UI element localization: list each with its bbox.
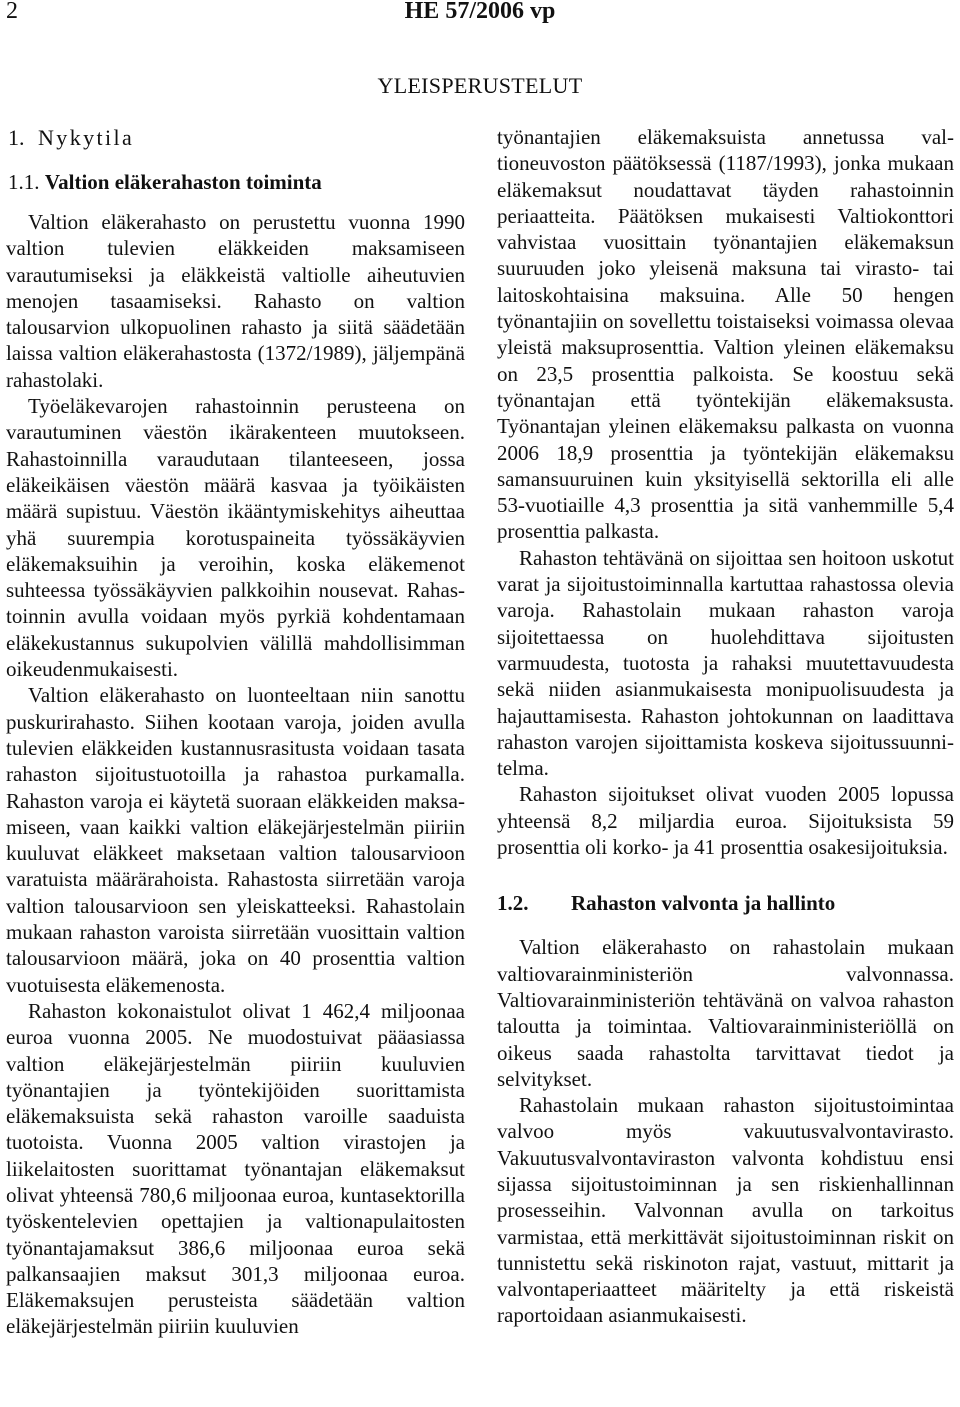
left-column	[6, 122, 465, 1340]
subheading-number: 1.2.	[497, 891, 529, 916]
subheading-valtion-elakerahaston-toiminta	[6, 166, 465, 209]
subheading-text: Rahaston valvonta ja hallinto	[571, 891, 836, 916]
spacer	[497, 860, 954, 890]
right-column	[497, 124, 954, 1329]
document-id: HE 57/2006 vp	[404, 0, 556, 24]
paragraph: Valtion eläkerahasto on perustettu vuonna 1990 valtion tulevien eläkkeiden maksamiseen varautumiseksi ja eläkkeistä valtiolle aiheutuvien menojen tasaamiseksi. Rahasto on valtion talousarvion ulkopuolinen rahasto ja siitä säädetään laissa valtion eläkerahastosta (1372/1989), jäljempänä rahastolaki.	[6, 210, 465, 392]
page-header	[0, 0, 960, 40]
heading-nykytila	[6, 122, 465, 166]
spacer	[497, 916, 954, 934]
paragraph: Työeläkevarojen rahastoinnin perusteena on varautuminen väestön ikärakenteen muutokseen. Rahastoinnilla varaudutaan tilanteeseen, jossa eläkeikäisen väestön määrä kasvaa ja työikäisten määrä supistuu. Väestön ikääntymiskehitys aiheuttaa yhä suurempia korotuspaineita työssäkäyvien eläkemaksuihin ja veroihin, koska eläkemenot suhteessa työssäkäyvien palkkoihin nousevat. Rahastoinnin avulla voidaan myös pyrkiä kohdentamaan eläkekustannus sukupolvien välillä mahdollisimman oikeudenmukaisesti.	[6, 394, 465, 682]
paragraph: Valtion eläkerahasto on luonteeltaan niin sanottu puskurirahasto. Siihen kootaan varoja, joiden avulla tulevien eläkkeiden kustannusrasitusta voidaan tasata rahaston sijoitustuotoilla ja rahastoa purkamalla. Rahaston varoja ei käytetä suoraan eläkkeiden maksamiseen, vaan kaikki valtion eläkejärjestelmän piiriin kuuluvat eläkkeet maksetaan valtion talousarvioon varatuista määrärahoista. Rahastosta siirretään varoja valtion talousarvioon sen yleiskatteeksi. Rahastolain mukaan rahaston varoista siirretään vuosittain valtion talousarvioon määrä, joka on 40 prosenttia valtion vuotuisesta eläkemenosta.	[6, 683, 465, 997]
paragraph: Rahaston kokonaistulot olivat 1 462,4 miljoonaa euroa vuonna 2005. Ne muodostuivat pääasiassa valtion eläkejärjestelmän piiriin kuuluvien työnantajien ja työntekijöiden suorittamista eläkemaksuista sekä rahaston varoille saaduista tuotoista. Vuonna 2005 valtion virastojen ja liikelaitosten suorittamat työnantajan eläkemaksut olivat yhteensä 780,6 miljoonaa euroa, kuntasektorilla työskentelevien opettajien ja valtionapulaitosten työnantajamaksut 386,6 miljoonaa euroa sekä palkansaajien maksut 301,3 miljoonaa euroa. Eläkemaksujen perusteista säädetään valtion eläkejärjestelmän piiriin kuuluvien	[6, 998, 465, 1339]
page-number: 2	[6, 0, 18, 24]
subheading-text: Valtion eläkerahaston toiminta	[44, 170, 322, 194]
heading-number: 1.	[8, 125, 25, 150]
paragraph: Rahaston sijoitukset olivat vuoden 2005 lopussa yhteensä 8,2 miljardia euroa. Sijoituksista 59 prosenttia oli korko- ja 41 prosenttia osakesijoituksia.	[497, 782, 954, 860]
paragraph: Rahaston tehtävänä on sijoittaa sen hoitoon uskotut varat ja sijoitustoiminnalla kartuttaa rahastossa olevia varoja. Rahastolain mukaan rahaston varoja sijoitettaessa on huolehdittava sijoitusten varmuudesta, tuotosta ja rahaksi muutettavuudesta sekä niiden asianmukaisesta monipuolisuudesta ja hajauttamisesta. Rahaston johtokunnan on laadittava rahaston varojen sijoittamista koskeva sijoitussuunnitelma.	[497, 545, 954, 781]
subheading-rahaston-valvonta-ja-hallinto	[497, 890, 954, 916]
paragraph: Valtion eläkerahasto on rahastolain mukaan valtiovarainministeriön valvonnassa. Valtiovarainministeriön tehtävänä on valvoa rahaston taloutta ja toimintaa. Valtiovarainministeriöllä on oikeus saada rahastolta tarvittavat tiedot ja selvitykset.	[497, 935, 954, 1091]
paragraph: Rahastolain mukaan rahaston sijoitustoimintaa valvoo myös vakuutusvalvontavirasto. Vakuutusvalvontaviraston valvonta kohdistuu ensi sijassa sijoitustoiminnan ja sen riskienhallinnan prosesseihin. Valvonnan avulla on tarkoitus varmistaa, että merkittävät sijoitustoiminnan riskit on tunnistettu sekä riskinoton rajat, vastuut, mittarit ja valvontaperiaatteet määritelty ja että riskeistä raportoidaan asianmukaisesti.	[497, 1093, 954, 1328]
paragraph-continued: työnantajien eläkemaksuista annetussa valtioneuvoston päätöksessä (1187/1993), jonka mukaan eläkemaksut noudattavat täyden rahastoinnin periaatteita. Päätöksen mukaisesti Valtiokonttori vahvistaa vuosittain työnantajien eläkemaksun suuruuden joko yleisenä maksuna tai virasto- tai laitoskohtaisina maksuina. Alle 50 hengen työnantajiin on sovellettu toistaiseksi voimassa olevaa yleistä maksuprosenttia. Valtion yleinen eläkemaksu on 23,5 prosenttia palkoista. Se koostuu sekä työnantajan että työntekijän eläkemaksusta. Työnantajan yleinen eläkemaksu palkasta on vuonna 2006 18,9 prosenttia ja työntekijän eläkemaksu samansuuruinen kuin yksityisellä sektorilla eli alle 53-vuotiaille 4,3 prosenttia ja sitä vanhemmille 5,4 prosenttia palkasta.	[497, 125, 954, 544]
subheading-number: 1.1.	[8, 170, 40, 194]
section-title: YLEISPERUSTELUT	[377, 73, 583, 98]
heading-text: Nykytila	[38, 125, 135, 150]
